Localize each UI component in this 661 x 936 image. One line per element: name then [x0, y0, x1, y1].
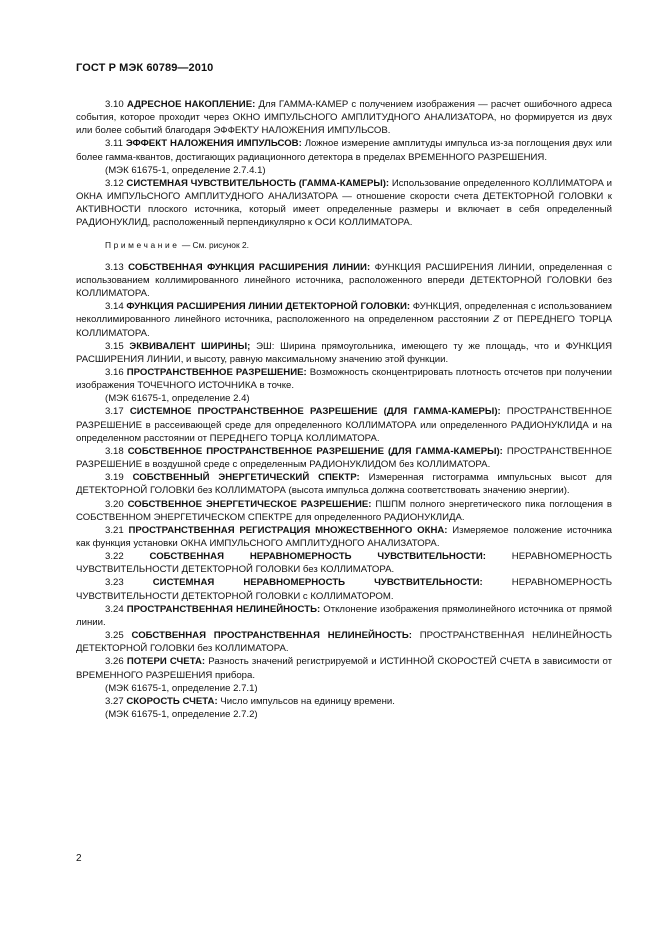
entry-number: 3.24 — [105, 603, 124, 615]
entry-3-14 — [76, 300, 612, 339]
entry-term: ФУНКЦИЯ РАСШИРЕНИЯ ЛИНИИ ДЕТЕКТОРНОЙ ГОЛОВКИ: — [126, 301, 411, 313]
page-number: 2 — [76, 853, 82, 864]
note-text: — См. рисунок 2. — [181, 239, 249, 250]
entry-3-17 — [76, 405, 612, 444]
entry-term: АДРЕСНОЕ НАКОПЛЕНИЕ: — [126, 99, 256, 110]
entry-term: ПОТЕРИ СЧЕТА: — [126, 656, 206, 668]
entry-term: ПРОСТРАНСТВЕННОЕ РАЗРЕШЕНИЕ: — [126, 366, 307, 378]
entry-3-12 — [76, 177, 612, 230]
source-reference: (МЭК 61675-1, определение 2.7.2) — [105, 709, 258, 721]
entry-text: от ПЕРЕДНЕГО ТОРЦА КОЛЛИМАТОРА. — [76, 314, 612, 339]
entry-number: 3.15 — [105, 340, 124, 352]
entry-number: 3.26 — [105, 656, 124, 668]
entry-text: ФУНКЦИЯ, определенная с использованием неколлимированного линейного источника, расположенного на определенном расстоянии — [76, 301, 612, 326]
entry-number: 3.21 — [105, 524, 124, 536]
entry-number: 3.19 — [105, 472, 124, 484]
entry-3-16 — [76, 366, 612, 392]
entry-3-27 — [76, 695, 612, 708]
entry-text: Измеряемое положение источника как функция установки ОКНА ИМПУЛЬСНОГО АМПЛИТУДНОГО АНАЛИЗАТОРА. — [76, 524, 613, 549]
entry-number: 3.13 — [105, 261, 124, 273]
source-reference: (МЭК 61675-1, определение 2.7.1) — [105, 682, 258, 694]
entry-3-20 — [76, 498, 612, 524]
entry-term: СИСТЕМНОЕ ПРОСТРАНСТВЕННОЕ РАЗРЕШЕНИЕ (ДЛЯ ГАММА-КАМЕРЫ): — [129, 406, 501, 418]
entry-text: Разность значений регистрируемой и ИСТИННОЙ СКОРОСТЕЙ СЧЕТА в зависимости от ВРЕМЕННОГО РАЗРЕШЕНИЯ прибора. — [76, 656, 612, 681]
entry-text: Число импульсов на единицу времени. — [220, 695, 395, 707]
note — [76, 239, 612, 252]
entry-number: 3.16 — [105, 366, 124, 378]
entry-text: Ложное измерение амплитуды импульса из-за поглощения двух или более гамма-квантов, достигающих радиационного детектора в пределах ВРЕМЕННОГО РАЗРЕШЕНИЯ. — [76, 138, 613, 163]
entry-number: 3.10 — [105, 99, 124, 110]
entry-number: 3.17 — [105, 406, 124, 418]
source-reference: (МЭК 61675-1, определение 2.4) — [105, 393, 250, 405]
entry-3-23 — [76, 576, 612, 602]
entry-3-24 — [76, 603, 612, 629]
entry-term: ЭФФЕКТ НАЛОЖЕНИЯ ИМПУЛЬСОВ: — [125, 138, 302, 150]
entry-number: 3.18 — [105, 445, 124, 457]
entry-term: ЭКВИВАЛЕНТ ШИРИНЫ; — [129, 340, 251, 352]
entry-3-25 — [76, 629, 612, 655]
entry-text: Для ГАММА-КАМЕР с получением изображения — расчет ошибочного адреса события, которое проходит через ОКНО ИМПУЛЬСНОГО АМПЛИТУДНОГО АНАЛИЗАТОРА, но формируется из двух или более событий благодаря ЭФФЕКТУ НАЛОЖЕНИЯ ИМПУЛЬСОВ. — [76, 99, 612, 137]
entry-number: 3.11 — [105, 138, 123, 150]
entry-text: ПРОСТРАНСТВЕННОЕ РАЗРЕШЕНИЕ в воздушной среде с определенным РАДИОНУКЛИДОМ без КОЛЛИМАТОРА. — [76, 445, 612, 471]
entry-3-21 — [76, 524, 612, 550]
document-header: ГОСТ Р МЭК 60789—2010 — [76, 62, 214, 74]
entry-number: 3.20 — [105, 498, 124, 510]
entry-term: СИСТЕМНАЯ НЕРАВНОМЕРНОСТЬ ЧУВСТВИТЕЛЬНОСТИ: — [152, 577, 483, 589]
entry-term: СИСТЕМНАЯ ЧУВСТВИТЕЛЬНОСТЬ (ГАММА-КАМЕРЫ): — [126, 177, 390, 189]
entry-3-18 — [76, 445, 612, 471]
entry-term: СОБСТВЕННОЕ ПРОСТРАНСТВЕННОЕ РАЗРЕШЕНИЕ (ДЛЯ ГАММА-КАМЕРЫ): — [127, 445, 503, 457]
entry-term: СОБСТВЕННАЯ НЕРАВНОМЕРНОСТЬ ЧУВСТВИТЕЛЬНОСТИ: — [149, 551, 486, 563]
entry-number: 3.14 — [105, 301, 124, 313]
entry-text: Измеренная гистограмма импульсных высот для ДЕТЕКТОРНОЙ ГОЛОВКИ без КОЛЛИМАТОРА (высота импульса должна соответствовать значению энергии). — [76, 472, 613, 497]
entry-text: НЕРАВНОМЕРНОСТЬ ЧУВСТВИТЕЛЬНОСТИ ДЕТЕКТОРНОЙ ГОЛОВКИ без КОЛЛИМАТОРА. — [76, 551, 612, 576]
entry-number: 3.12 — [105, 177, 124, 189]
entry-number: 3.22 — [105, 551, 124, 563]
entry-3-15 — [76, 340, 612, 366]
entry-term: ПРОСТРАНСТВЕННАЯ РЕГИСТРАЦИЯ МНОЖЕСТВЕННОГО ОКНА: — [128, 524, 448, 536]
entry-number: 3.23 — [105, 577, 124, 589]
entry-italic-symbol: Z — [493, 314, 500, 326]
entry-3-19 — [76, 471, 612, 497]
entry-term: ПРОСТРАНСТВЕННАЯ НЕЛИНЕЙНОСТЬ: — [126, 603, 321, 615]
entry-term: СКОРОСТЬ СЧЕТА: — [126, 695, 218, 707]
entry-text: ПРОСТРАНСТВЕННОЕ РАЗРЕШЕНИЕ в рассеивающей среде для определенного КОЛЛИМАТОРА или определенного РАДИОНУКЛИДА и на определенном расстоянии от ПЕРЕДНЕГО ТОРЦА КОЛЛИМАТОРА. — [76, 406, 612, 444]
document-body — [76, 98, 612, 721]
entry-text: НЕРАВНОМЕРНОСТЬ ЧУВСТВИТЕЛЬНОСТИ ДЕТЕКТОРНОЙ ГОЛОВКИ с КОЛЛИМАТОРОМ. — [76, 577, 612, 602]
source-reference: (МЭК 61675-1, определение 2.7.4.1) — [105, 164, 266, 176]
entry-number: 3.27 — [105, 695, 124, 707]
entry-text: Возможность сконцентрировать плотность отсчетов при получении изображения ТОЧЕЧНОГО ИСТОЧНИКА в точке. — [76, 366, 612, 392]
entry-3-22 — [76, 550, 612, 576]
entry-term: СОБСТВЕННЫЙ ЭНЕРГЕТИЧЕСКИЙ СПЕКТР: — [132, 472, 360, 484]
entry-term: СОБСТВЕННАЯ ПРОСТРАНСТВЕННАЯ НЕЛИНЕЙНОСТЬ: — [131, 630, 412, 642]
entry-text: ЭШ: Ширина прямоугольника, имеющего ту же площадь, что и ФУНКЦИЯ РАСШИРЕНИЯ ЛИНИИ, и высоту, равную максимальному значению этой функции. — [76, 340, 613, 365]
entry-text: Отклонение изображения прямолинейного источника от прямой линии. — [76, 603, 613, 628]
entry-text: ФУНКЦИЯ РАСШИРЕНИЯ ЛИНИИ, определенная с использованием коллимированного линейного источника, расположенного впереди ДЕТЕКТОРНОЙ ГОЛОВКИ без КОЛЛИМАТОРА. — [76, 261, 612, 300]
entry-3-13 — [76, 261, 612, 300]
entry-number: 3.25 — [105, 630, 124, 642]
entry-text: ПРОСТРАНСТВЕННАЯ НЕЛИНЕЙНОСТЬ ДЕТЕКТОРНОЙ ГОЛОВКИ без КОЛЛИМАТОРА. — [76, 630, 612, 655]
entry-text: Использование определенного КОЛЛИМАТОРА и ОКНА ИМПУЛЬСНОГО АМПЛИТУДНОГО АНАЛИЗАТОРА — отношение скорости счета ДЕТЕКТОРНОЙ ГОЛОВКИ к АКТИВНОСТИ плоского источника, который имеет определенные размеры и включает в себя определенный РАДИОНУКЛИД, расположенный перпендикулярно к ОСИ КОЛЛИМАТОРА. — [76, 177, 613, 229]
entry-text: ПШПМ полного энергетического пика поглощения в СОБСТВЕННОМ ЭНЕРГЕТИЧЕСКОМ СПЕКТРЕ для определенного РАДИОНУКЛИДА. — [76, 498, 613, 523]
entry-3-26 — [76, 655, 612, 681]
note-label: Примечание — [105, 239, 180, 250]
entry-term: СОБСТВЕННАЯ ФУНКЦИЯ РАСШИРЕНИЯ ЛИНИИ: — [128, 261, 371, 273]
entry-3-10 — [76, 98, 612, 137]
entry-3-11 — [76, 137, 612, 163]
entry-term: СОБСТВЕННОЕ ЭНЕРГЕТИЧЕСКОЕ РАЗРЕШЕНИЕ: — [127, 498, 372, 510]
